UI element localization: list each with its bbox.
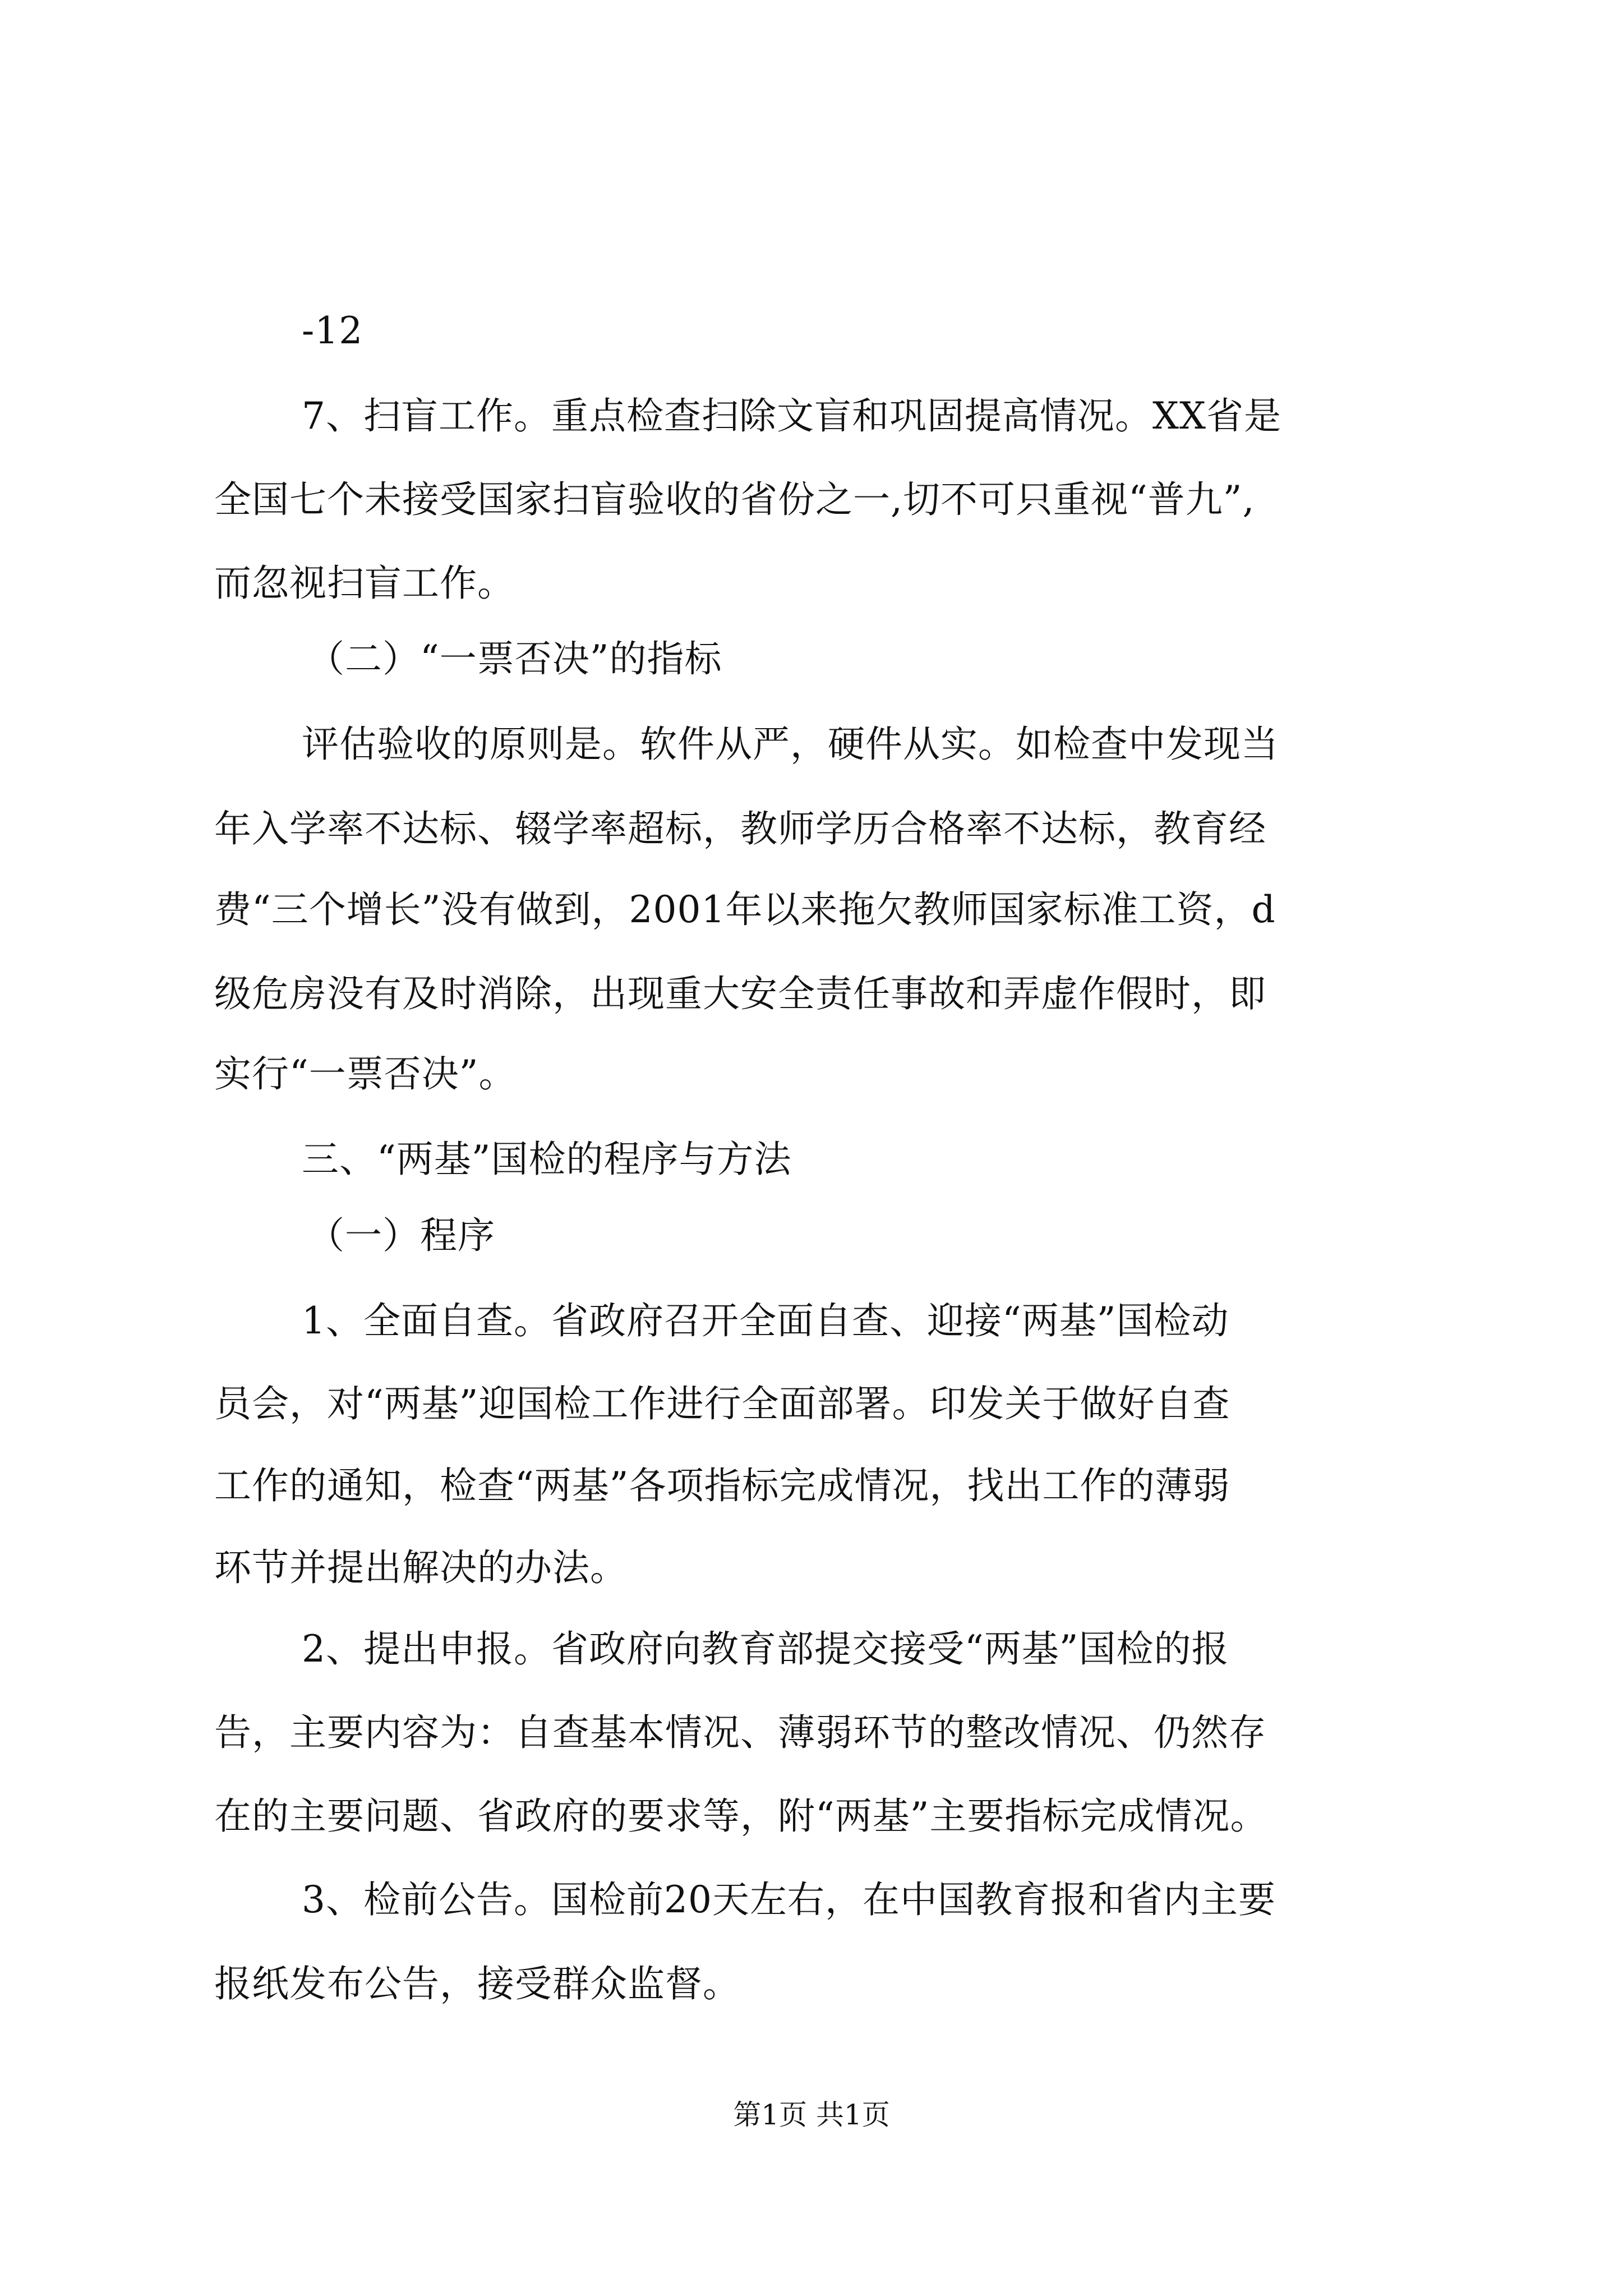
paragraph-line: 在的主要问题、省政府的要求等，附“两基”主要指标完成情况。 [214,1795,1268,1838]
paragraph-line: 3、检前公告。国检前20天左右，在中国教育报和省内主要 [302,1878,1276,1921]
paragraph-line: 年入学率不达标、辍学率超标，教师学历合格率不达标，教育经 [214,807,1266,850]
paragraph-line: 评估验收的原则是。软件从严，硬件从实。如检查中发现当 [302,723,1279,766]
paragraph-line: 1、全面自查。省政府召开全面自查、迎接“两基”国检动 [302,1299,1229,1342]
section-heading: （二）“一票否决”的指标 [307,637,722,680]
paragraph-line: 告，主要内容为：自查基本情况、薄弱环节的整改情况、仍然存 [214,1711,1266,1754]
paragraph-line: 全国七个未接受国家扫盲验收的省份之一,切不可只重视“普九”, [214,478,1255,521]
paragraph-line: 7、扫盲工作。重点检查扫除文盲和巩固提高情况。XX省是 [302,394,1281,438]
page-number-fragment: -12 [302,309,363,352]
page-footer: 第1页 共1页 [733,2099,890,2131]
paragraph-line: 费“三个增长”没有做到，2001年以来拖欠教师国家标准工资，d [214,888,1276,931]
paragraph-line: 员会，对“两基”迎国检工作进行全面部署。印发关于做好自查 [214,1382,1230,1425]
paragraph-line: 级危房没有及时消除，出现重大安全责任事故和弄虚作假时，即 [214,972,1266,1015]
paragraph-line: 报纸发布公告，接受群众监督。 [214,1962,740,2005]
paragraph-line: 实行“一票否决”。 [214,1052,517,1096]
paragraph-line: 环节并提出解决的办法。 [214,1546,628,1589]
paragraph-line: 而忽视扫盲工作。 [214,562,515,605]
paragraph-line: 工作的通知，检查“两基”各项指标完成情况，找出工作的薄弱 [214,1464,1230,1507]
section-heading: 三、“两基”国检的程序与方法 [302,1138,792,1181]
paragraph-line: 2、提出申报。省政府向教育部提交接受“两基”国检的报 [302,1627,1229,1671]
section-heading: （一）程序 [307,1214,495,1257]
